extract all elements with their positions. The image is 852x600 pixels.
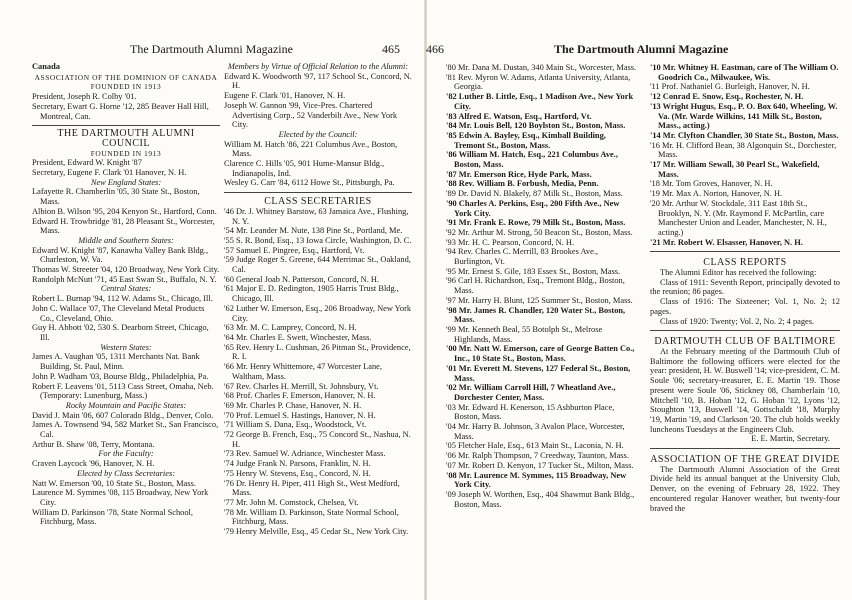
class-report-item: Class of 1916: The Sixteener; Vol. 1, No. 2; 12 pages. (650, 297, 840, 316)
class-secretary-entry: '07 Mr. Robert D. Kenyon, 17 Tucker St., Milton, Mass. (446, 460, 634, 470)
council-elected-member: Wesley G. Carr '84, 6112 Howe St., Pittsburgh, Pa. (224, 178, 395, 188)
class-secretary-entry: '81 Rev. Myron W. Adams, Atlanta University, Atlanta, Georgia. (446, 72, 631, 92)
class-secretary-entry: '00 Mr. Natt W. Emerson, care of George Batten Co., Inc., 10 State St., Boston, Mass. (446, 344, 635, 364)
council-officer: Secretary, Eugene F. Clark '01 Hanover, N. H. (32, 168, 187, 178)
class-secretary-entry: '17 Mr. William Sewall, 30 Pearl St., Wakefield, Mass. (650, 160, 820, 179)
class-secretary-entry: '71 William S. Dana, Esq., Woodstock, Vt. (224, 420, 367, 430)
class-secretary-entry: '02 Mr. William Carroll Hill, 7 Wheatland Ave., Dorchester Center, Mass. (446, 383, 616, 402)
right-column-1 (446, 63, 638, 509)
left-running-title: The Dartmouth Alumni Magazine (130, 42, 293, 56)
class-secretary-entry: '66 Mr. Henry Whittemore, 47 Worcester Lane, Waltham, Mass. (224, 362, 382, 381)
right-column-2 (650, 63, 840, 513)
canada-entry: President, Joseph R. Colby '01. (32, 92, 137, 102)
class-secretary-entry: '73 Rev. Samuel W. Adriance, Winchester Mass. (224, 449, 386, 459)
council-member: Edward W. Knight '87, Kanawha Valley Bank Bldg., Charleston, W. Va. (32, 245, 209, 265)
class-secretary-entry: '16 Mr. H. Clifford Bean, 38 Algonquin St., Dorchester, Mass. (650, 140, 837, 160)
class-secretary-entry: '09 Joseph W. Worthen, Esq., 404 Shawmut Bank Bldg., Boston, Mass. (446, 489, 635, 509)
class-secretary-entry: '96 Carl H. Richardson, Esq., Tremont Bldg., Boston, Mass. (446, 276, 625, 296)
official-member: Eugene F. Clark '01, Hanover, N. H. (224, 91, 346, 101)
class-secretary-entry: '05 Fletcher Hale, Esq., 613 Main St., Laconia, N. H. (446, 441, 624, 451)
council-elected-member: Clarence C. Hills '05, 901 Hume-Mansur Bldg., Indianapolis, Ind. (224, 159, 385, 178)
class-secretary-entry: '70 Prof. Lemuel S. Hastings, Hanover, N. H. (224, 410, 376, 420)
class-secretary-entry: '86 William M. Hatch, Esq., 221 Columbus Ave., Boston, Mass. (446, 150, 618, 170)
class-secretary-entry: '03 Mr. Edward H. Kenerson, 15 Ashburton Place, Boston, Mass. (446, 402, 615, 422)
class-secretary-entry: '87 Mr. Emerson Rice, Hyde Park, Mass. (446, 169, 592, 179)
class-secretary-entry: '46 Dr. J. Whitney Barstow, 63 Jamaica Ave., Flushing, N. Y. (224, 206, 409, 226)
class-secretary-entry: '76 Dr. Henry H. Piper, 411 High St., West Medford, Mass. (224, 478, 400, 498)
class-secretary-entry: '67 Rev. Charles H. Merrill, St. Johnsbury, Vt. (224, 381, 379, 391)
class-secretary-entry: '82 Luther B. Little, Esq., 1 Madison Ave., New York City. (446, 92, 634, 111)
class-secretary-entry: '01 Mr. Everett M. Stevens, 127 Federal St., Boston, Mass. (446, 363, 631, 383)
class-secretary-entry: '20 Mr. Arthur W. Stockdale, 311 East 18th St., Brooklyn, N. Y. (Mr. Raymond F. McPartlin, care Manchester Union and Leader, Manchester, N. H., acting.) (650, 198, 827, 237)
class-secretaries-title: CLASS SECRETARIES (264, 196, 372, 208)
class-secretary-entry: '13 Wright Hugus, Esq., P. O. Box 640, Wheeling, W. Va. (Mr. Warde Wilkins, 141 Milk St., Boston, Mass., acting.) (650, 101, 838, 131)
class-secretary-entry: '21 Mr. Robert W. Elsasser, Hanover, N. H. (650, 237, 803, 247)
class-report-item: The Alumni Editor has received the following: (660, 268, 817, 278)
class-secretary-entry: '61 Major E. D. Redington, 1905 Harris Trust Bldg., Chicago, Ill. (224, 284, 399, 304)
class-secretary-entry: '54 Mr. Leander M. Nute, 138 Pine St., Portland, Me. (224, 226, 403, 236)
council-founded: FOUNDED IN 1913 (90, 148, 162, 158)
class-secretary-entry: '95 Mr. Ernest S. Gile, 183 Essex St., Boston, Mass. (446, 266, 621, 276)
class-secretary-entry: '92 Mr. Arthur M. Strong, 50 Beacon St., Boston, Mass. (446, 227, 633, 237)
right-page-number: 466 (426, 42, 444, 56)
class-secretary-entry: '91 Mr. Frank E. Rowe, 79 Milk St., Boston, Mass. (446, 218, 626, 228)
council-member: Guy H. Abbott '02, 530 S. Dearborn Street, Chicago, Ill. (32, 323, 209, 342)
group-heading: Central States: (100, 284, 152, 294)
council-member: Arthur B. Shaw '08, Terry, Montana. (32, 439, 155, 449)
class-secretary-entry: '65 Rev. Henry L. Cushman, 26 Pitman St., Providence, R. I. (224, 342, 411, 362)
class-report-item: Class of 1920: Twenty; Vol. 2, No. 2; 4 pages. (660, 316, 815, 326)
council-member: Laurence M. Symmes '08, 115 Broadway, New York City. (32, 488, 209, 507)
class-secretary-entry: '94 Rev. Charles C. Merrill, 83 Brookes Ave., Burlington, Vt. (446, 247, 599, 267)
class-secretary-entry: '06 Mr. Ralph Thompson, 7 Creedway, Taunton, Mass. (446, 451, 629, 461)
council-member: Lafayette R. Chamberlin '05, 30 State St., Boston, Mass. (32, 187, 200, 207)
class-secretary-entry: '98 Mr. James R. Chandler, 120 Water St., Boston, Mass. (446, 305, 626, 325)
official-relation-list (224, 72, 412, 130)
canada-entry: Secretary, Ewart G. Horne '12, 285 Beaver Hall Hill, Montreal, Can. (32, 101, 209, 121)
council-member: Thomas W. Streeter '04, 120 Broadway, New York City. (32, 265, 220, 275)
class-reports-list (650, 268, 840, 326)
council-member: John C. Wallace '07, The Cleveland Metal Products Co., Cleveland, Ohio. (32, 303, 205, 323)
class-secretary-entry: '19 Mr. Max A. Norton, Hanover, N. H. (650, 189, 783, 199)
council-member: Natt W. Emerson '00, 10 State St., Boston, Mass. (32, 478, 196, 488)
official-member: Joseph W. Gannon '99, Vice-Pres. Chartered Advertising Corp., 52 Vanderbilt Ave., New York City. (224, 100, 398, 130)
right-running-title: The Dartmouth Alumni Magazine (554, 42, 729, 56)
group-heading: Rocky Mountain and Pacific States: (65, 400, 187, 410)
class-secretary-entry: '08 Mr. Laurence M. Symmes, 115 Broadway, New York City. (446, 470, 627, 490)
class-secretary-entry: '75 Henry W. Stevens, Esq., Concord, N. H. (224, 468, 371, 478)
section-rule (650, 251, 840, 252)
council-member: Edward H. Trowbridge '81, 28 Pleasant St., Worcester, Mass. (32, 216, 215, 236)
group-heading: Western States: (100, 342, 152, 352)
class-secretary-entry: '69 Mr. Charles P. Chase, Hanover, N. H. (224, 400, 362, 410)
class-secretary-entry: '78 Mr. William D. Parkinson, State Normal School, Fitchburg, Mass. (224, 507, 399, 527)
class-secretary-entry: '84 Mr. Louis Bell, 120 Boylston St., Boston, Mass. (446, 121, 626, 131)
left-column-1 (32, 62, 220, 527)
class-secretary-entry: '89 Dr. David N. Blakely, 87 Milk St., Boston, Mass. (446, 189, 623, 199)
canada-founded: FOUNDED IN 1913 (90, 82, 162, 92)
council-officer: President, Edward W. Knight '87 (32, 158, 142, 168)
council-member: John P. Wadham '03, Bourse Bldg., Philadelphia, Pa. (32, 371, 209, 381)
class-secretary-entry: '63 Mr. M. C. Lamprey, Concord, N. H. (224, 323, 357, 333)
council-title: THE DARTMOUTH ALUMNI COUNCIL (57, 128, 195, 149)
class-secretary-entry: '68 Prof. Charles F. Emerson, Hanover, N. H. (224, 391, 376, 401)
section-rule (650, 448, 840, 449)
group-heading: Elected by Class Secretaries: (76, 468, 176, 478)
council-member: Randolph McNutt '71, 45 East Swan St., Buffalo, N. Y. (32, 274, 217, 284)
left-page-number: 465 (382, 42, 400, 56)
class-secretary-entry: '85 Edwin A. Bayley, Esq., Kimball Building, Tremont St., Boston, Mass. (446, 130, 606, 150)
elected-by-council-list (224, 140, 412, 189)
class-secretary-entry: '79 Henry Melville, Esq., 45 Cedar St., New York City. (224, 527, 409, 537)
class-secretary-entry: '55 S. R. Bond, Esq., 13 Iowa Circle, Washington, D. C. (224, 235, 412, 245)
class-secretary-entry: '64 Mr. Charles E. Swett, Winchester, Mass. (224, 332, 372, 342)
class-secretary-entry: '11 Prof. Nathaniel G. Burleigh, Hanover, N. H. (650, 82, 810, 92)
great-divide-title: ASSOCIATION OF THE GREAT DIVIDE (650, 454, 840, 466)
group-heading: Middle and Southern States: (78, 235, 174, 245)
baltimore-signature: E. E. Martin, Secretary. (751, 434, 830, 444)
class-secretary-entry: '97 Mr. Harry H. Blunt, 125 Summer St., Boston, Mass. (446, 295, 633, 305)
class-secretary-entry: '74 Judge Frank N. Parsons, Franklin, N. H. (224, 459, 371, 469)
class-secretary-entry: '59 Judge Roger S. Greene, 644 Merrimac St., Oakland, Cal. (224, 255, 411, 275)
council-member: William D. Parkinson '78, State Normal School, Fitchburg, Mass. (32, 507, 193, 527)
class-secretary-entry: '04 Mr. Harry B. Johnson, 3 Avalon Place, Worcester, Mass. (446, 422, 625, 441)
class-secretary-entry: '88 Rev. William B. Forbush, Media, Penn. (446, 179, 599, 189)
class-reports-title: CLASS REPORTS (703, 257, 787, 269)
council-member: Robert F. Leavens '01, 5113 Cass Street, Omaha, Neb. (Temporary: Lunenburg, Mass.) (32, 381, 214, 401)
baltimore-paragraph: At the February meeting of the Dartmouth Club of Baltimore the following officers were elected for the year: president, H. W. Buswell '14; vice-president, C. M. Soule '06; secretary-treasurer, E. E. Martin '19. Those present were Soule '06, Stickney 08, Chamberlain '10, Mitchell '10, B. Hoban '12, G. Hoban '12, Lyons '12, Stoughton '13, Buswell '14, Gottschaldt '18, Murphy '19, Martin '19, and Clarkson '20. The club holds weekly luncheons Tuesdays at the Engineers Club. (650, 346, 840, 434)
class-secretaries-continued-2 (650, 63, 840, 247)
canada-association: ASSOCIATION OF THE DOMINION OF CANADA (34, 72, 218, 82)
council-member: Robert L. Burnap '94, 112 W. Adams St., Chicago, Ill. (32, 294, 213, 304)
official-relation-heading: Members by Virtue of Official Relation to the Alumni: (227, 62, 409, 71)
section-rule (650, 330, 840, 331)
class-secretary-entry: '80 Mr. Dana M. Dustan, 340 Main St., Worcester, Mass. (446, 63, 637, 72)
class-secretary-entry: '72 George B. French, Esq., 75 Concord St., Nashua, N. H. (224, 430, 411, 449)
section-rule (32, 125, 220, 126)
class-secretary-entry: '83 Alfred E. Watson, Esq., Hartford, Vt. (446, 111, 592, 121)
elected-by-council-heading: Elected by the Council: (278, 129, 358, 139)
class-secretary-entry: '93 Mr. H. C. Pearson, Concord, N. H. (446, 237, 575, 247)
council-member: Albion B. Wilson '95, 204 Kenyon St., Hartford, Conn. (32, 206, 217, 216)
official-member: Edward K. Woodworth '97, 117 School St., Concord, N. H. (224, 71, 412, 91)
class-secretary-entry: '18 Mr. Tom Groves, Hanover, N. H. (650, 179, 773, 189)
group-heading: New England States: (90, 177, 162, 187)
council-groups (32, 178, 220, 527)
baltimore-club-title: DARTMOUTH CLUB OF BALTIMORE (654, 336, 836, 348)
class-report-item: Class of 1911: Seventh Report, principally devoted to the reunion; 86 pages. (650, 277, 840, 297)
class-secretaries-list (224, 207, 412, 537)
great-divide-paragraph: The Dartmouth Alumni Association of the Great Divide held its annual banquet at the University Club, Denver, on the evening of February 28, 1922. They encountered regular Hanover weather, but twenty-four braved the (650, 464, 840, 513)
class-secretary-entry: '60 General Joab N. Patterson, Concord, N. H. (224, 274, 380, 284)
council-member: Craven Laycock '96, Hanover, N. H. (32, 459, 155, 469)
council-member: James A. Vaughan '05, 1311 Merchants Nat. Bank Building, St. Paul, Minn. (32, 352, 200, 372)
class-secretary-entry: '14 Mr. Clyfton Chandler, 30 State St., Boston, Mass. (650, 130, 839, 140)
class-secretary-entry: '99 Mr. Kenneth Beal, 55 Botolph St., Melrose Highlands, Mass. (446, 324, 603, 344)
left-column-2 (224, 62, 412, 537)
group-heading: For the Faculty: (98, 449, 154, 459)
section-rule (224, 192, 412, 193)
canada-heading: Canada (32, 62, 60, 71)
class-secretary-entry: '57 Samuel E. Pingree, Esq., Hartford, Vt. (224, 245, 365, 255)
class-secretaries-continued (446, 63, 638, 509)
class-secretary-entry: '77 Mr. John M. Comstock, Chelsea, Vt. (224, 497, 359, 507)
class-secretary-entry: '90 Charles A. Perkins, Esq., 200 Fifth Ave., New York City. (446, 198, 620, 218)
right-page (426, 0, 852, 600)
council-member: James A. Townsend '94, 582 Market St., San Francisco, Cal. (32, 420, 219, 440)
council-elected-member: William M. Hatch '86, 221 Columbus Ave., Boston, Mass. (224, 139, 398, 159)
class-secretary-entry: '12 Conrad E. Snow, Esq., Rochester, N. H. (650, 92, 804, 102)
class-secretary-entry: '62 Luther W. Emerson, Esq., 206 Broadway, New York City. (224, 303, 412, 323)
class-secretary-entry: '10 Mr. Whitney H. Eastman, care of The William O. Goodrich Co., Milwaukee, Wis. (650, 63, 839, 82)
council-member: David J. Main '06, 607 Colorado Bldg., Denver, Colo. (32, 410, 214, 420)
